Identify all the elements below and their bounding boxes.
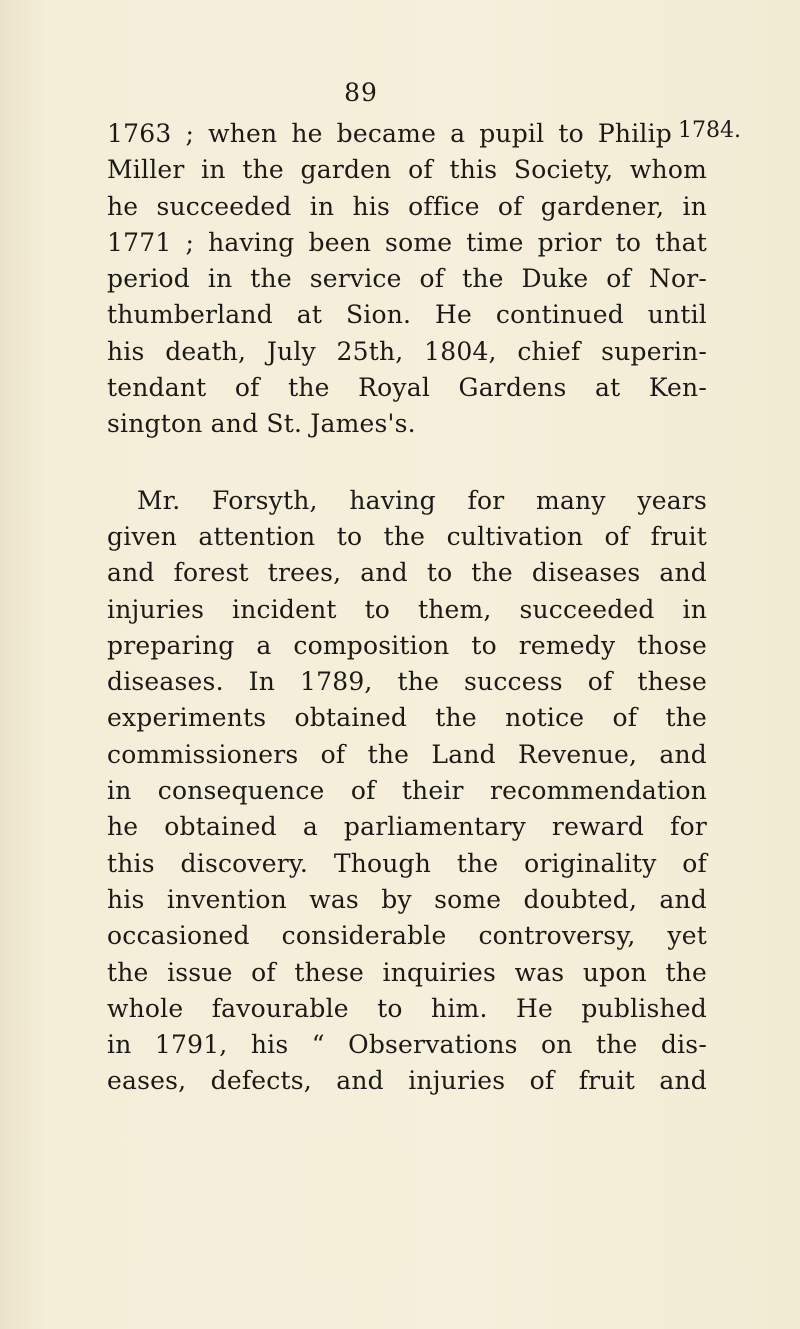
text-line: in consequence of their recommendation <box>107 776 707 806</box>
text-line: commissioners of the Land Revenue, and <box>107 739 707 769</box>
text-line: his invention was by some doubted, and <box>107 884 707 914</box>
text-line: thumberland at Sion. He continued until <box>107 300 707 330</box>
text-line: diseases. In 1789, the success of these <box>107 667 707 697</box>
text-line: experiments obtained the notice of the <box>107 703 707 733</box>
text-line: injuries incident to them, succeeded in <box>107 594 707 624</box>
text-line: the issue of these inquiries was upon the <box>107 957 707 987</box>
margin-note-year: 1784. <box>678 118 741 143</box>
text-line: his death, July 25th, 1804, chief superin- <box>107 336 707 366</box>
text-line: 1763 ; when he became a pupil to Philip <box>107 119 672 148</box>
page-number: 89 <box>344 78 378 107</box>
paragraph-1 <box>107 116 727 443</box>
text-line: Mr. Forsyth, having for many years <box>137 485 707 515</box>
text-line: he succeeded in his office of gardener, in <box>107 191 707 221</box>
text-line: occasioned considerable controversy, yet <box>107 921 707 951</box>
text-line: he obtained a parliamentary reward for <box>107 812 707 842</box>
text-line: this discovery. Though the originality of <box>107 848 707 878</box>
text-line: eases, defects, and injuries of fruit and <box>107 1066 707 1096</box>
text-line: 1771 ; having been some time prior to that <box>107 227 707 257</box>
text-line: and forest trees, and to the diseases and <box>107 558 707 588</box>
text-line: in 1791, his “ Observations on the dis- <box>107 1030 707 1060</box>
text-line: Miller in the garden of this Society, whom <box>107 155 707 185</box>
body-text <box>107 116 727 1100</box>
text-line: whole favourable to him. He published <box>107 993 707 1023</box>
text-line: preparing a composition to remedy those <box>107 630 707 660</box>
paragraph-2 <box>107 483 727 1100</box>
text-line: period in the service of the Duke of Nor- <box>107 264 707 294</box>
text-line: tendant of the Royal Gardens at Ken- <box>107 373 707 403</box>
text-line: given attention to the cultivation of fruit <box>107 521 707 551</box>
text-line: sington and St. James's. <box>107 409 416 439</box>
